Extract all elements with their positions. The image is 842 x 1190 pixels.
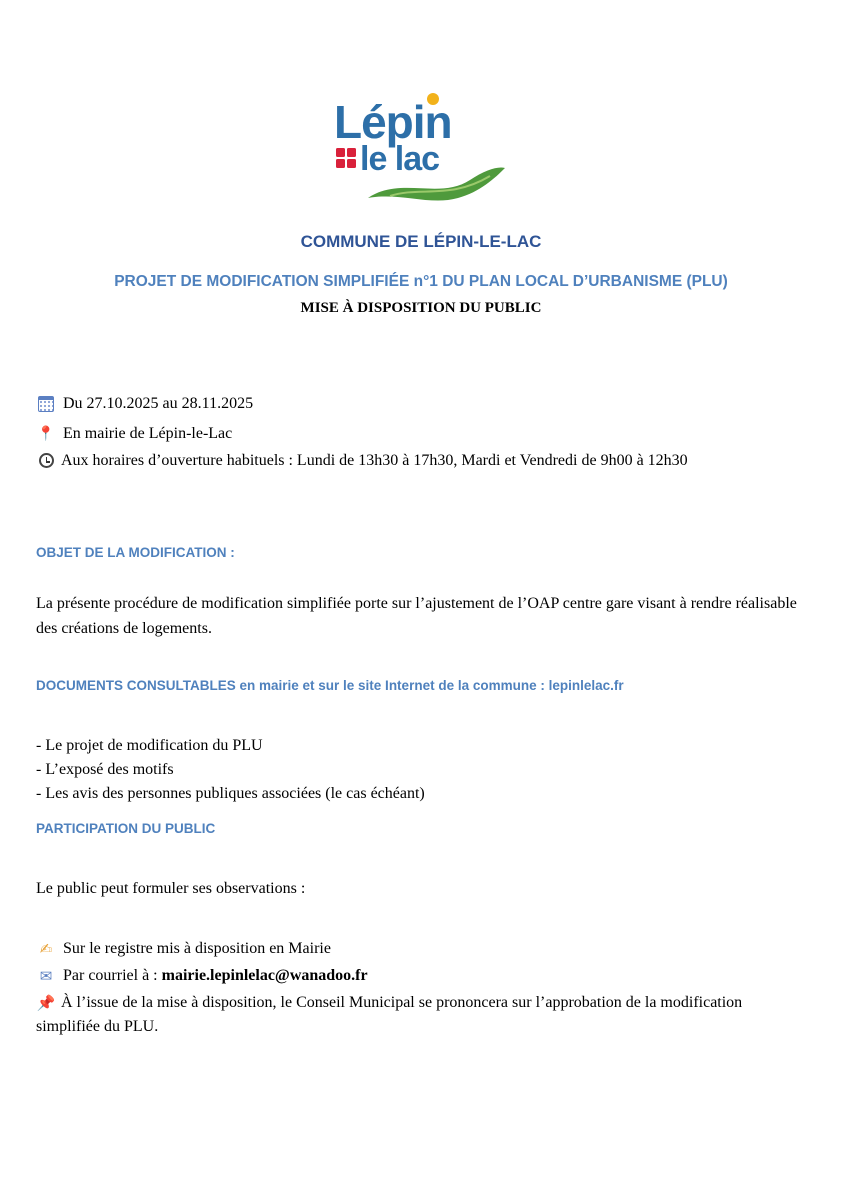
mise-title: MISE À DISPOSITION DU PUBLIC (300, 300, 542, 316)
participation-intro: Le public peut formuler ses observations : (36, 880, 306, 897)
participation-courriel (36, 964, 806, 988)
logo-red-squares (336, 148, 356, 168)
participation-block (36, 937, 806, 1039)
clock-icon (36, 449, 56, 475)
participation-issue-text: À l’issue de la mise à disposition, le Conseil Municipal se prononcera sur l’approbation de la modification simplifiée du PLU. (36, 994, 743, 1035)
info-lieu (36, 422, 806, 446)
participation-title: PARTICIPATION DU PUBLIC (36, 821, 216, 836)
documents-list (36, 734, 806, 806)
logo-line1: Lépin (334, 96, 452, 148)
commune-logo (330, 88, 510, 208)
projet-title: PROJET DE MODIFICATION SIMPLIFIÉE n°1 DU PLAN LOCAL D’URBANISME (PLU) (114, 273, 728, 290)
participation-registre (36, 937, 806, 961)
calendar-icon (36, 392, 56, 419)
list-item: - Les avis des personnes publiques associées (le cas échéant) (36, 785, 425, 802)
participation-courriel-label: Par courriel à : (63, 967, 162, 984)
pushpin-icon: 📌 (36, 994, 56, 1012)
participation-issue (36, 991, 806, 1039)
objet-text: La présente procédure de modification simplifiée porte sur l’ajustement de l’OAP centre gare visant à rendre réalisable des créations de logements. (36, 595, 797, 637)
info-dates (36, 392, 806, 419)
logo-line2: le lac (360, 140, 440, 178)
participation-registre-text: Sur le registre mis à disposition en Mairie (63, 940, 331, 957)
list-item: - L’exposé des motifs (36, 761, 174, 778)
objet-title: OBJET DE LA MODIFICATION : (36, 545, 235, 560)
info-lieu-text: En mairie de Lépin-le-Lac (63, 425, 233, 442)
envelope-icon: ✉ (39, 967, 53, 985)
commune-title: COMMUNE DE LÉPIN-LE-LAC (300, 232, 542, 251)
info-horaires (36, 449, 806, 475)
info-block (36, 392, 806, 475)
info-dates-text: Du 27.10.2025 au 28.11.2025 (63, 395, 254, 412)
info-horaires-text: Aux horaires d’ouverture habituels : Lundi de 13h30 à 17h30, Mardi et Vendredi de 9h00 à 12h30 (61, 452, 688, 469)
pin-icon: 📍 (37, 426, 55, 442)
writing-hand-icon: ✍ (39, 940, 53, 958)
list-item: - Le projet de modification du PLU (36, 737, 263, 754)
documents-title: DOCUMENTS CONSULTABLES en mairie et sur le site Internet de la commune : lepinlelac.fr (36, 678, 624, 693)
participation-email[interactable]: mairie.lepinlelac@wanadoo.fr (161, 967, 368, 984)
